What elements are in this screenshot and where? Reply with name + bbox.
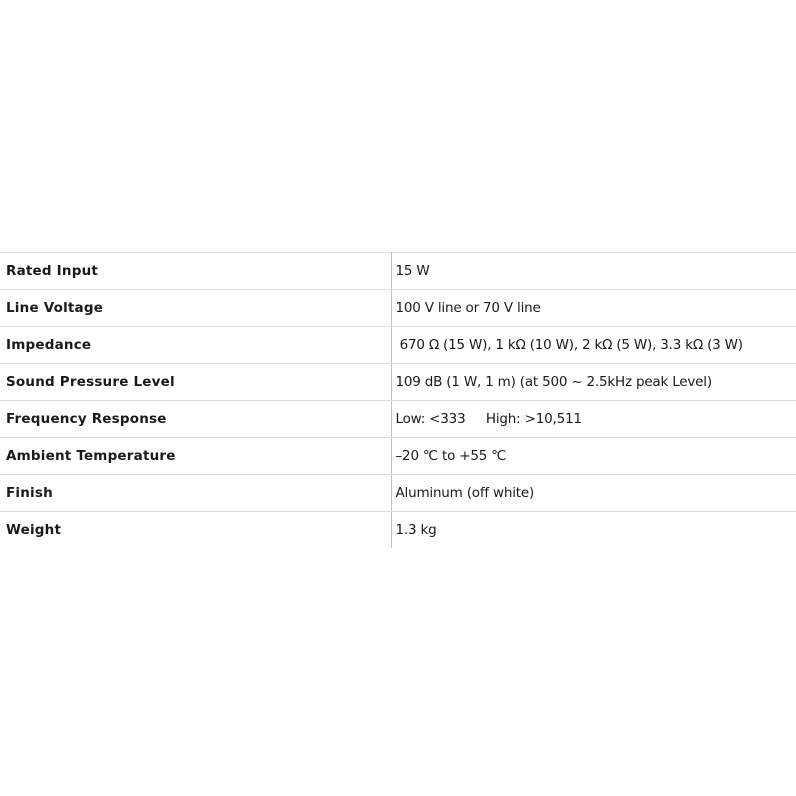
spec-value-line-voltage: 100 V line or 70 V line: [391, 290, 796, 327]
spec-label-impedance: Impedance: [0, 327, 391, 364]
spec-label-rated-input: Rated Input: [0, 253, 391, 290]
table-row: [0, 401, 796, 438]
table-row: [0, 364, 796, 401]
spec-label-sound-pressure-level: Sound Pressure Level: [0, 364, 391, 401]
spec-value-frequency-response: Low: <333 High: >10,511: [391, 401, 796, 438]
spec-label-line-voltage: Line Voltage: [0, 290, 391, 327]
spec-table: [0, 252, 796, 548]
spec-label-frequency-response: Frequency Response: [0, 401, 391, 438]
table-row: [0, 438, 796, 475]
table-row: [0, 290, 796, 327]
spec-value-sound-pressure-level: 109 dB (1 W, 1 m) (at 500 ~ 2.5kHz peak Level): [391, 364, 796, 401]
table-row: [0, 475, 796, 512]
table-row: [0, 512, 796, 549]
spec-value-finish: Aluminum (off white): [391, 475, 796, 512]
spec-value-rated-input: 15 W: [391, 253, 796, 290]
spec-label-ambient-temperature: Ambient Temperature: [0, 438, 391, 475]
table-row: [0, 327, 796, 364]
spec-value-ambient-temperature: –20 ℃ to +55 ℃: [391, 438, 796, 475]
table-row: [0, 253, 796, 290]
spec-label-weight: Weight: [0, 512, 391, 549]
spec-label-finish: Finish: [0, 475, 391, 512]
spec-value-weight: 1.3 kg: [391, 512, 796, 549]
spec-value-impedance: 670 Ω (15 W), 1 kΩ (10 W), 2 kΩ (5 W), 3.3 kΩ (3 W): [391, 327, 796, 364]
